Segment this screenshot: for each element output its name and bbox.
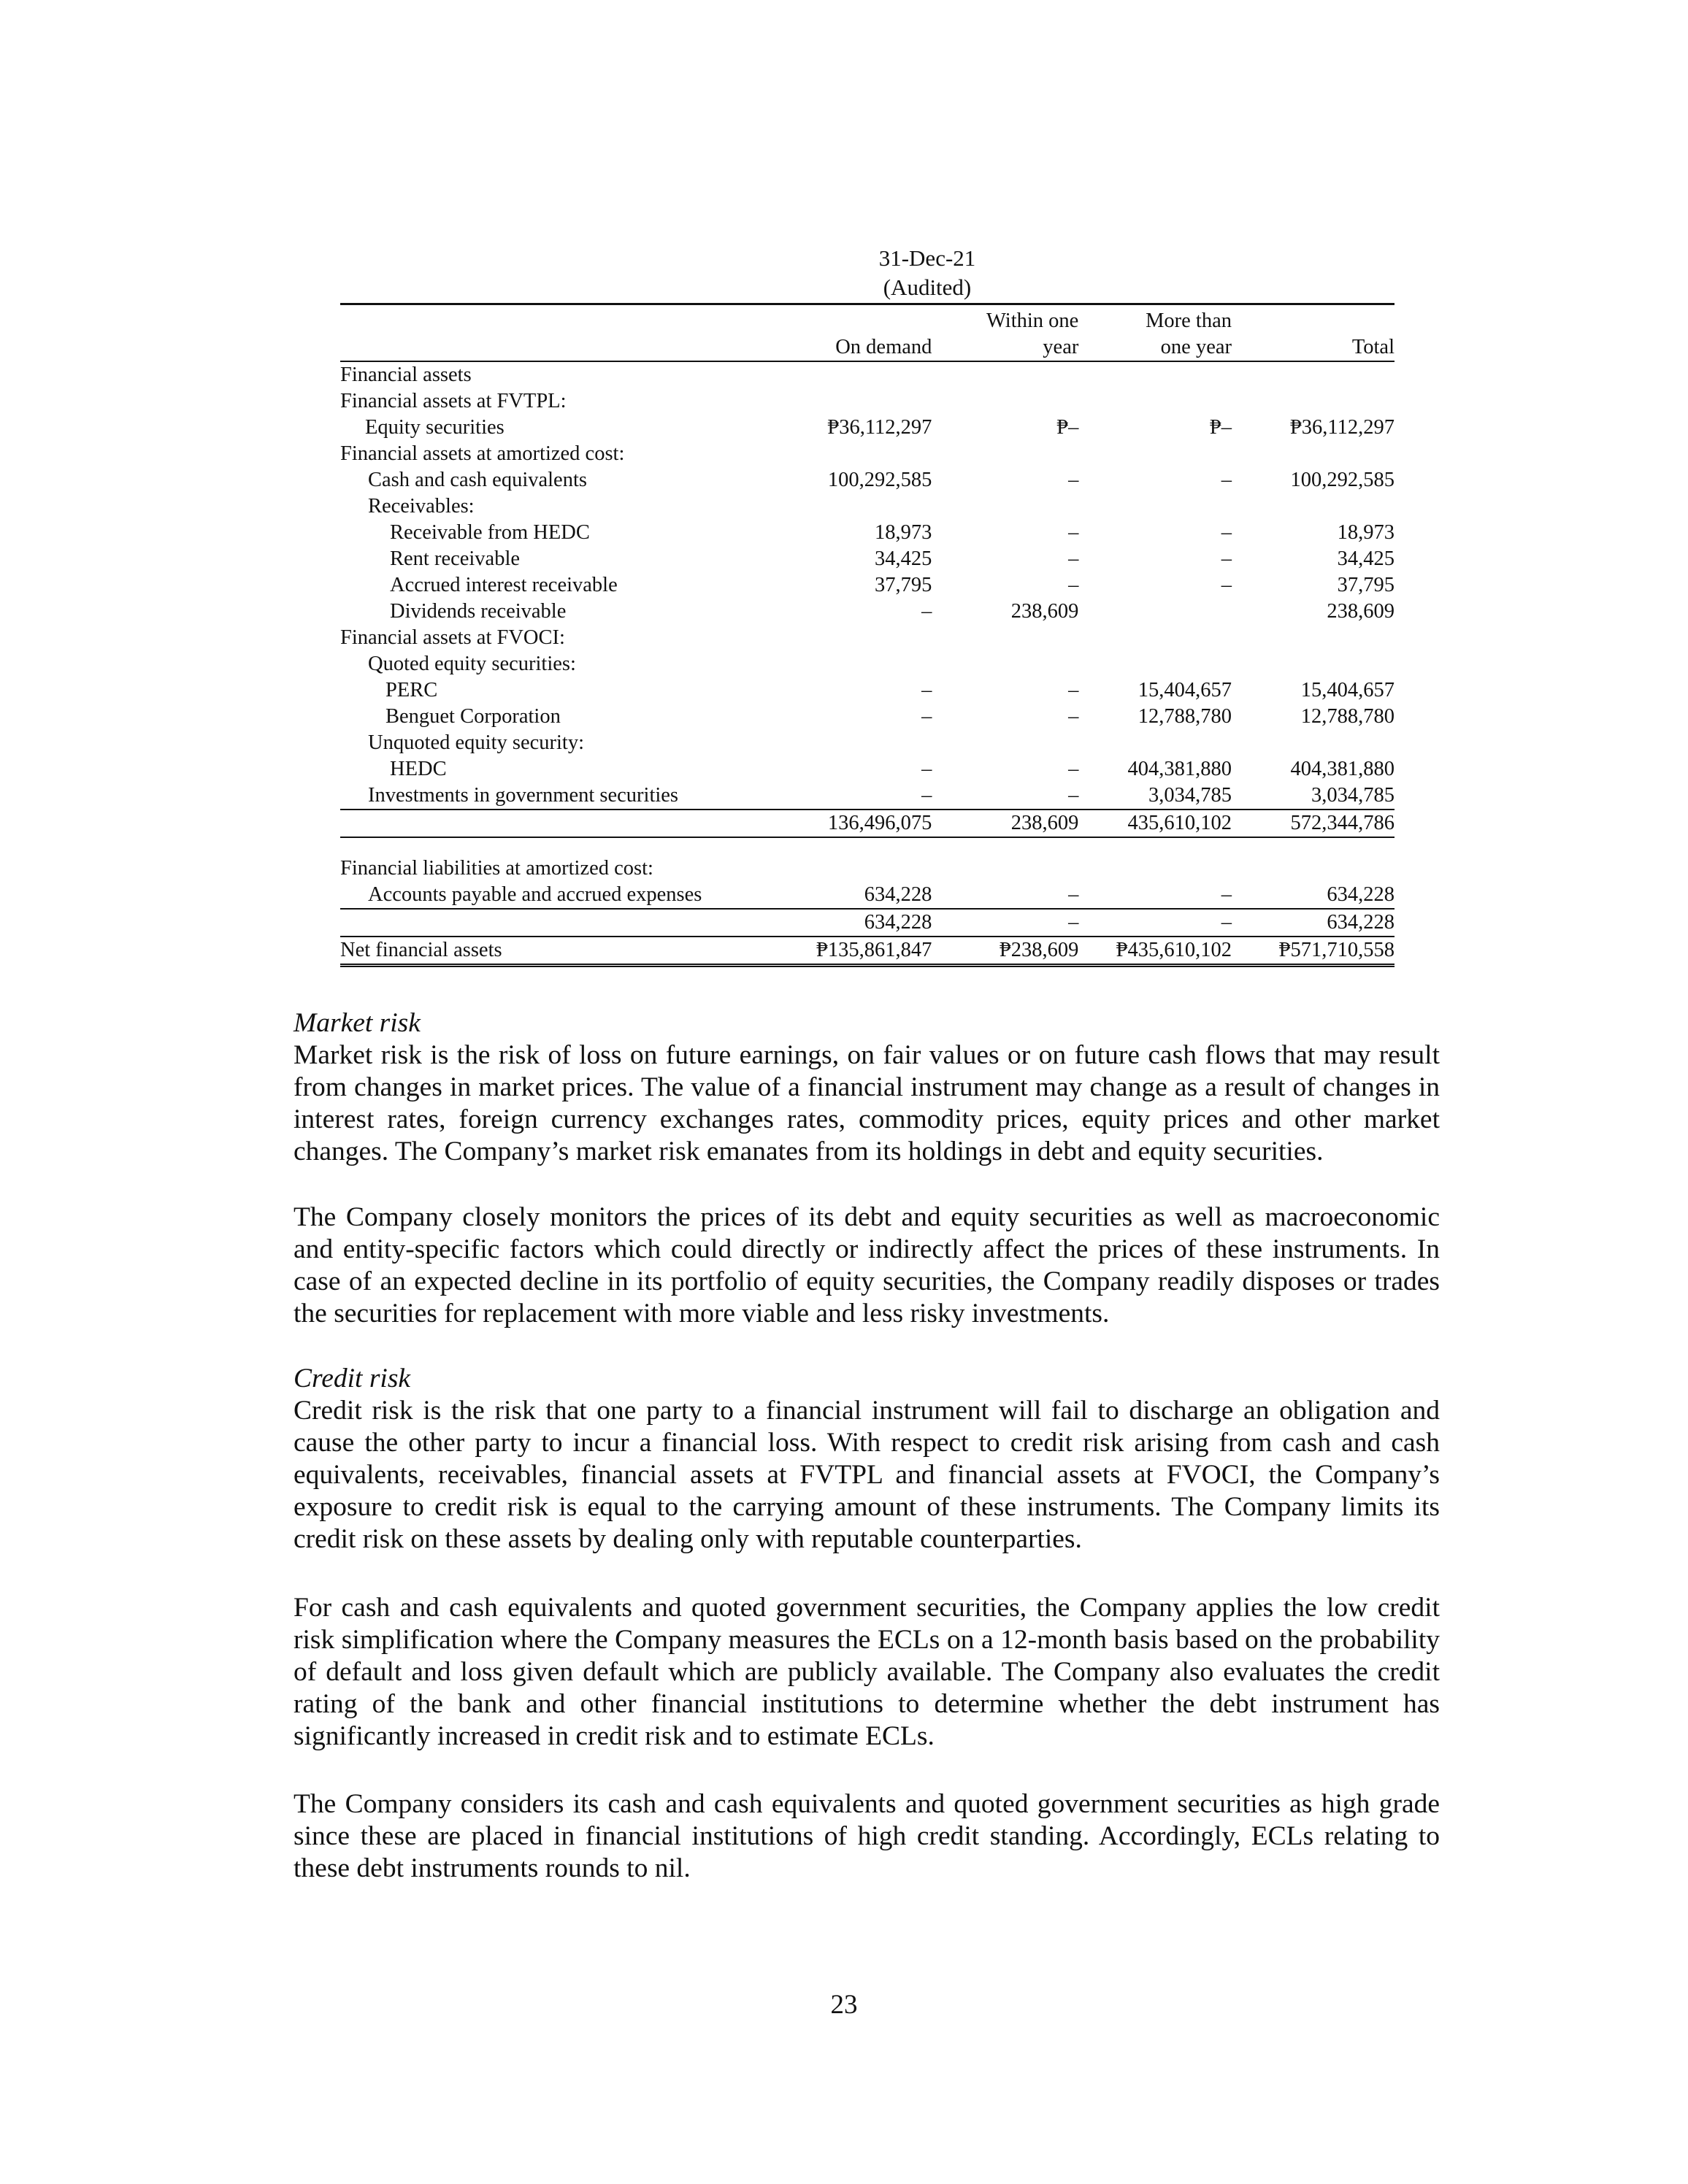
net-financial-assets-row: Net financial assets ₱135,861,847 ₱238,609 ₱435,610,102 ₱571,710,558	[340, 937, 1394, 966]
header-row-2	[340, 334, 1394, 361]
table-row: Financial assets at FVOCI:	[340, 626, 565, 649]
table-row: Financial assets at FVTPL:	[340, 390, 567, 412]
credit-risk-paragraph-3-block	[294, 1788, 1440, 1885]
table-row: Quoted equity securities:	[368, 653, 576, 675]
credit-risk-paragraph-3: The Company considers its cash and cash equivalents and quoted government securities as high grade since these are placed in financial institutions of high credit standing. Accordingly, ECLs relating to these debt instruments rounds to nil.	[294, 1789, 1440, 1883]
table-row: Receivable from HEDC 18,973 – – 18,973	[390, 521, 1394, 544]
liabilities-total-row: 634,228 – – 634,228	[340, 909, 1394, 937]
period-status: (Audited)	[883, 274, 972, 300]
table-row: Rent receivable 34,425 – – 34,425	[390, 547, 1394, 570]
table-row: Financial assets	[340, 364, 472, 386]
col-demand-header: On demand	[772, 334, 932, 361]
table-row: Cash and cash equivalents 100,292,585 – – 100,292,585	[368, 469, 1394, 491]
table-row: Dividends receivable – 238,609 238,609	[390, 600, 1394, 623]
table-row: Equity securities ₱36,112,297 ₱– ₱– ₱36,112,297	[365, 416, 1394, 439]
col-more-header-2: one year	[1078, 334, 1232, 361]
period-date: 31-Dec-21	[878, 245, 976, 271]
table-row: Unquoted equity security:	[368, 731, 585, 754]
credit-risk-paragraph-2: For cash and cash equivalents and quoted government securities, the Company applies the low credit risk simplification where the Company measures the ECLs on a 12-month basis based on the probability of default and loss given default which are publicly available. The Company also evaluates the credit rating of the bank and other financial institutions to determine whether the debt instrument has significantly increased in credit risk and to estimate ECLs.	[294, 1593, 1440, 1751]
market-risk-section	[294, 1007, 1440, 1168]
table-row: Accrued interest receivable 37,795 – – 37,795	[390, 574, 1394, 596]
table-row: PERC – – 15,404,657 15,404,657	[385, 679, 1394, 701]
credit-risk-section	[294, 1363, 1440, 1556]
credit-risk-heading: Credit risk	[294, 1364, 411, 1393]
market-risk-paragraph-2: The Company closely monitors the prices of its debt and equity securities as well as macroeconomic and entity-specific factors which could directly or indirectly affect the prices of these instruments. In case of an expected decline in its portfolio of equity securities, the Company readily disposes or trades the securities for replacement with more viable and less risky investments.	[294, 1202, 1440, 1329]
liabilities-row: Accounts payable and accrued expenses 634,228 – – 634,228	[368, 883, 1394, 906]
credit-risk-paragraph-1: Credit risk is the risk that one party to a financial instrument will fail to discharge an obligation and cause the other party to incur a financial loss. With respect to credit risk arising from cash and cash equivalents, receivables, financial assets at FVTPL and financial assets at FVOCI, the Company’s exposure to credit risk is equal to the carrying amount of these instruments. The Company limits its credit risk on these assets by dealing only with reputable counterparties.	[294, 1396, 1440, 1554]
maturity-table	[340, 303, 1394, 967]
credit-risk-paragraph-2-block	[294, 1592, 1440, 1753]
col-within-header-2: year	[932, 334, 1078, 361]
table-row: Receivables:	[368, 495, 475, 518]
page-number: 23	[830, 1990, 858, 2020]
table-row: Financial assets at amortized cost:	[340, 442, 625, 465]
table-row: Investments in government securities – – 3,034,785 3,034,785	[368, 784, 1394, 807]
liabilities-heading-row: Financial liabilities at amortized cost:	[340, 857, 653, 880]
market-risk-paragraph-2-block	[294, 1201, 1440, 1330]
assets-total-row: 136,496,075 238,609 435,610,102 572,344,786	[340, 810, 1394, 837]
header-row-1	[340, 308, 1394, 334]
table-row: Benguet Corporation – – 12,788,780 12,788,780	[385, 705, 1394, 728]
table-row: HEDC – – 404,381,880 404,381,880	[390, 758, 1394, 780]
col-within-header-1: Within one	[986, 309, 1079, 332]
col-total-header: Total	[1232, 334, 1394, 361]
market-risk-paragraph-1: Market risk is the risk of loss on future earnings, on fair values or on future cash flows that may result from changes in market prices. The value of a financial instrument may change as a result of changes in interest rates, foreign currency exchanges rates, commodity prices, equity prices and other market changes. The Company’s market risk emanates from its holdings in debt and equity securities.	[294, 1040, 1440, 1166]
market-risk-heading: Market risk	[294, 1008, 421, 1038]
col-more-header-1: More than	[1146, 309, 1232, 332]
